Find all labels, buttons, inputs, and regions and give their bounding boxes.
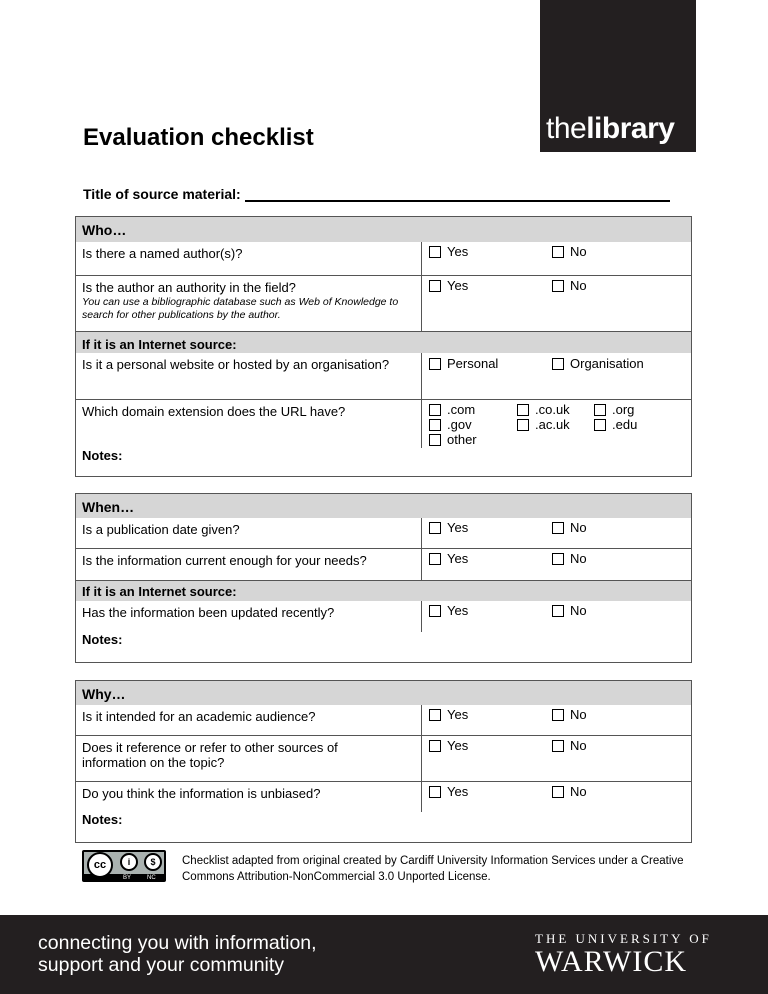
who-row-named-author (76, 242, 691, 275)
checkbox[interactable] (429, 404, 441, 416)
attribution-icon: i (120, 853, 138, 871)
checkbox[interactable] (552, 553, 564, 565)
yes-option[interactable]: Yes (429, 520, 468, 535)
checkbox[interactable] (429, 419, 441, 431)
notes-label: Notes: (82, 448, 123, 463)
checkbox[interactable] (429, 740, 441, 752)
license-credit: Checklist adapted from original created by Cardiff University Information Services under a Creative Commons Attribution-NonCommercial 3.0 Unported License. (182, 855, 684, 883)
yes-option[interactable]: Yes (429, 738, 468, 753)
library-logo-text: thelibrary (546, 112, 675, 145)
no-option[interactable]: No (552, 707, 587, 722)
who-heading: Who… (82, 222, 127, 238)
checkbox[interactable] (429, 522, 441, 534)
checkbox[interactable] (594, 419, 606, 431)
when-row-publication-date (76, 518, 691, 548)
why-heading: Why… (82, 686, 126, 702)
why-row-references (76, 735, 691, 781)
when-row-current (76, 548, 691, 580)
page-title: Evaluation checklist (83, 124, 314, 151)
checkbox[interactable] (552, 358, 564, 370)
when-notes[interactable] (76, 632, 691, 663)
when-heading: When… (82, 499, 135, 515)
no-option[interactable]: No (552, 278, 587, 293)
notes-label: Notes: (82, 632, 123, 647)
no-option[interactable]: No (552, 738, 587, 753)
when-internet-header (76, 580, 691, 601)
university-logo: WARWICK (535, 945, 687, 978)
who-notes[interactable] (76, 448, 691, 477)
yes-option[interactable]: Yes (429, 244, 468, 259)
checkbox[interactable] (552, 740, 564, 752)
yes-option[interactable]: Yes (429, 707, 468, 722)
source-title-label: Title of source material: (83, 186, 241, 202)
checkbox[interactable] (552, 280, 564, 292)
cc-license-badge (82, 850, 166, 882)
internet-subheading: If it is an Internet source: (82, 584, 237, 599)
question-label: Is the information current enough for your needs? (82, 553, 367, 568)
who-row-domain (76, 399, 691, 448)
question-label: Has the information been updated recently? (82, 605, 335, 620)
organisation-option[interactable]: Organisation (552, 356, 644, 371)
internet-subheading: If it is an Internet source: (82, 337, 237, 352)
domain-gov-option[interactable]: .gov (429, 417, 472, 432)
library-logo (540, 0, 696, 152)
source-title-row (83, 186, 670, 202)
checkbox[interactable] (517, 419, 529, 431)
question-note: You can use a bibliographic database such as Web of Knowledge to search for other publications by the author. (82, 296, 399, 321)
checkbox[interactable] (552, 786, 564, 798)
why-notes[interactable] (76, 812, 691, 843)
checkbox[interactable] (594, 404, 606, 416)
checkbox[interactable] (429, 786, 441, 798)
who-row-authority (76, 275, 691, 331)
footer-tagline: connecting you with information, support and your community (38, 932, 317, 976)
checkbox[interactable] (552, 522, 564, 534)
when-row-updated (76, 601, 691, 632)
noncommercial-icon: $ (144, 853, 162, 871)
question-label: Which domain extension does the URL have? (82, 404, 346, 419)
domain-couk-option[interactable]: .co.uk (517, 402, 570, 417)
checkbox[interactable] (517, 404, 529, 416)
question-label: Do you think the information is unbiased? (82, 786, 321, 801)
who-internet-header (76, 331, 691, 353)
who-section (75, 216, 692, 477)
checkbox[interactable] (429, 246, 441, 258)
why-row-unbiased (76, 781, 691, 812)
question-label: Is a publication date given? (82, 522, 240, 537)
why-row-academic (76, 705, 691, 735)
checkbox[interactable] (429, 553, 441, 565)
domain-other-option[interactable]: other (429, 432, 477, 447)
checkbox[interactable] (429, 280, 441, 292)
footer-banner (0, 915, 768, 994)
when-header (76, 494, 691, 518)
domain-com-option[interactable]: .com (429, 402, 475, 417)
checkbox[interactable] (552, 709, 564, 721)
no-option[interactable]: No (552, 784, 587, 799)
who-header (76, 217, 691, 242)
question-label: Does it reference or refer to other sources of information on the topic? (82, 740, 338, 770)
question-label: Is there a named author(s)? (82, 246, 243, 261)
domain-edu-option[interactable]: .edu (594, 417, 637, 432)
cc-icon: cc (87, 852, 113, 878)
yes-option[interactable]: Yes (429, 551, 468, 566)
checkbox[interactable] (429, 358, 441, 370)
domain-acuk-option[interactable]: .ac.uk (517, 417, 570, 432)
checkbox[interactable] (552, 246, 564, 258)
source-title-line[interactable] (245, 186, 670, 202)
why-header (76, 681, 691, 705)
no-option[interactable]: No (552, 603, 587, 618)
who-row-personal-or-org (76, 353, 691, 399)
no-option[interactable]: No (552, 244, 587, 259)
question-label: Is it intended for an academic audience? (82, 709, 316, 724)
checkbox[interactable] (429, 434, 441, 446)
checkbox[interactable] (429, 709, 441, 721)
cc-nc-label: NC (147, 875, 156, 881)
question-label: Is the author an authority in the field? You can use a bibliographic database such as Web of Knowledge to search for other publications by the author. (82, 280, 402, 322)
no-option[interactable]: No (552, 551, 587, 566)
question-label: Is it a personal website or hosted by an organisation? (82, 357, 390, 372)
yes-option[interactable]: Yes (429, 784, 468, 799)
when-section (75, 493, 692, 663)
checkbox[interactable] (552, 605, 564, 617)
no-option[interactable]: No (552, 520, 587, 535)
domain-org-option[interactable]: .org (594, 402, 634, 417)
yes-option[interactable]: Yes (429, 278, 468, 293)
checkbox[interactable] (429, 605, 441, 617)
notes-label: Notes: (82, 812, 123, 827)
university-name-small: THE UNIVERSITY OF (535, 931, 712, 946)
personal-option[interactable]: Personal (429, 356, 498, 371)
why-section (75, 680, 692, 843)
yes-option[interactable]: Yes (429, 603, 468, 618)
cc-by-label: BY (123, 875, 132, 881)
